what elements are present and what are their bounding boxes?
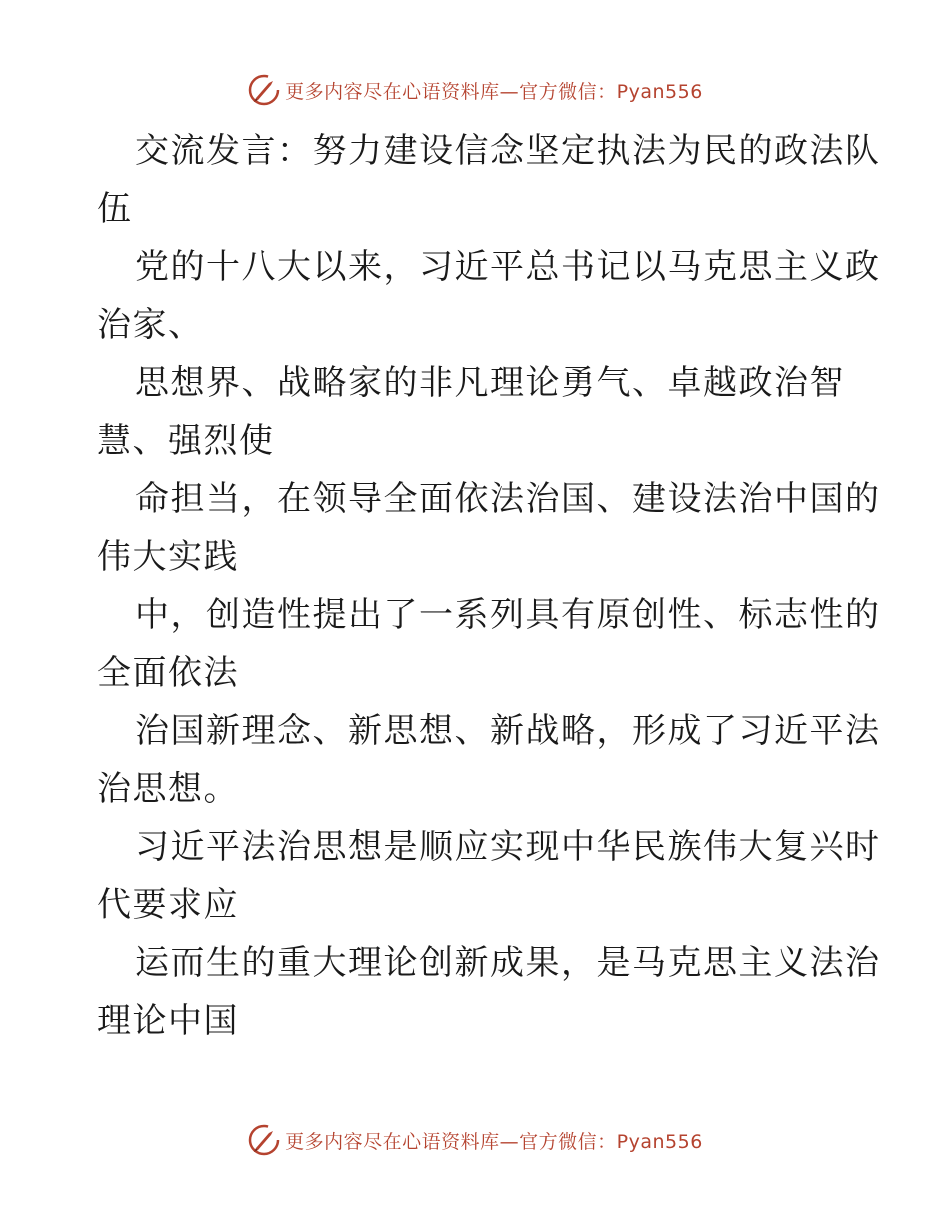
- header-watermark: [0, 70, 950, 110]
- watermark-label: 更多内容尽在心语资料库—官方微信：: [285, 1130, 617, 1153]
- text-line: 习近平法治思想是顺应实现中华民族伟大复兴时: [135, 827, 881, 867]
- watermark-text: [285, 77, 703, 104]
- quill-pen-logo-icon: [247, 1123, 281, 1157]
- text-line: 党的十八大以来，习近平总书记以马克思主义政: [135, 247, 881, 287]
- text-line: 运而生的重大理论创新成果，是马克思主义法治: [135, 943, 881, 983]
- text-line: 慧、强烈使: [97, 421, 275, 461]
- text-line: 中，创造性提出了一系列具有原创性、标志性的: [135, 595, 881, 635]
- watermark-label: 更多内容尽在心语资料库—官方微信：: [285, 80, 617, 103]
- text-line: 代要求应: [97, 885, 239, 925]
- text-line: 命担当，在领导全面依法治国、建设法治中国的: [135, 479, 881, 519]
- text-line: 伍: [97, 189, 133, 229]
- text-line: 治思想。: [97, 769, 239, 809]
- document-body: [97, 122, 881, 1050]
- quill-pen-logo-icon: [247, 73, 281, 107]
- text-line: 伟大实践: [97, 537, 239, 577]
- text-line: 治国新理念、新思想、新战略，形成了习近平法: [135, 711, 881, 751]
- text-line: 交流发言：努力建设信念坚定执法为民的政法队: [135, 131, 881, 171]
- watermark-text: [285, 1127, 703, 1154]
- text-line: 理论中国: [97, 1001, 239, 1041]
- footer-watermark: [0, 1120, 950, 1160]
- watermark-wechat-id: Pyan556: [616, 1130, 703, 1153]
- text-line: 治家、: [97, 305, 204, 345]
- text-line: 全面依法: [97, 653, 239, 693]
- watermark-wechat-id: Pyan556: [616, 80, 703, 103]
- text-line: 思想界、战略家的非凡理论勇气、卓越政治智: [135, 363, 845, 403]
